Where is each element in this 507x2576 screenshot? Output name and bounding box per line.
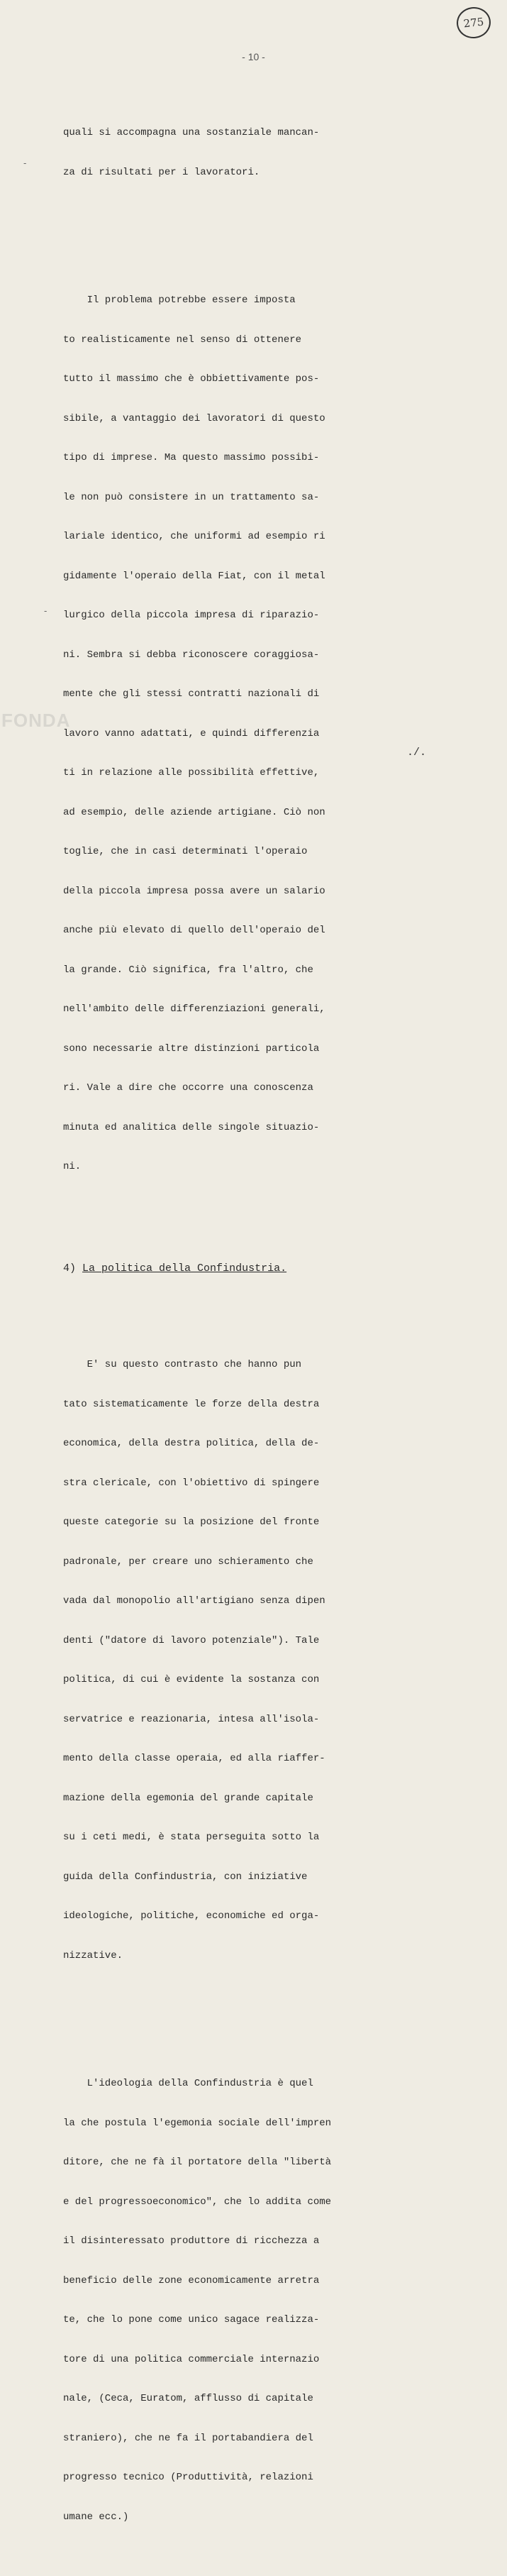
text-line: economica, della destra politica, della de- xyxy=(63,1438,320,1449)
text-line: ideologiche, politiche, economiche ed orga- xyxy=(63,1910,320,1922)
text-line: denti ("datore di lavoro potenziale"). Tale xyxy=(63,1634,320,1646)
text-line: il disinteressato produttore di ricchezza a xyxy=(63,2235,320,2247)
text-line: della piccola impresa possa avere un salario xyxy=(63,885,325,897)
text-line: L'ideologia della Confindustria è quel xyxy=(63,2078,313,2089)
text-line: tipo di imprese. Ma questo massimo possibi- xyxy=(63,452,320,463)
archive-watermark: FONDA xyxy=(1,710,71,731)
text-line: toglie, che in casi determinati l'operaio xyxy=(63,846,308,857)
text-line: la che postula l'egemonia sociale dell'impren xyxy=(63,2117,332,2129)
text-line: la grande. Ciò significa, fra l'altro, che xyxy=(63,964,313,976)
text-line: quali si accompagna una sostanziale mancan- xyxy=(63,127,320,138)
text-line: lariale identico, che uniformi ad esempio ri xyxy=(63,531,325,542)
text-line: nale, (Ceca, Euratom, afflusso di capitale xyxy=(63,2393,313,2404)
typed-text xyxy=(63,74,333,2576)
text-line: politica, di cui è evidente la sostanza con xyxy=(63,1674,320,1685)
text-line: minuta ed analitica delle singole situazio- xyxy=(63,1121,320,1133)
text-line: nizzative. xyxy=(63,1949,123,1961)
text-line: e del progressoeconomico", che lo addita come xyxy=(63,2196,332,2208)
margin-mark: - xyxy=(44,605,48,616)
text-line: queste categorie su la posizione del fronte xyxy=(63,1517,320,1528)
text-line: to realisticamente nel senso di ottenere xyxy=(63,334,302,346)
text-line: guida della Confindustria, con iniziative xyxy=(63,1871,308,1883)
text-line: mento della classe operaia, ed alla riaffer- xyxy=(63,1753,325,1764)
paragraph-1 xyxy=(63,100,333,205)
text-line: straniero), che ne fa il portabandiera del xyxy=(63,2432,313,2444)
page-number: - 10 - xyxy=(242,51,265,62)
text-line: tore di una politica commerciale internazio xyxy=(63,2353,320,2365)
text-line: nell'ambito delle differenziazioni generali, xyxy=(63,1003,325,1015)
text-line: gidamente l'operaio della Fiat, con il metal xyxy=(63,570,325,582)
continuation-mark: ./. xyxy=(407,747,427,759)
text-line: anche più elevato di quello dell'operaio del xyxy=(63,925,325,936)
paragraph-3 xyxy=(63,1332,333,1988)
paragraph-2 xyxy=(63,268,333,1200)
text-line: lavoro vanno adattati, e quindi differenzia xyxy=(63,727,320,739)
text-line: ti in relazione alle possibilità effettive, xyxy=(63,767,320,778)
text-line: za di risultati per i lavoratori. xyxy=(63,166,260,178)
text-line: E' su questo contrasto che hanno pun xyxy=(63,1359,302,1370)
text-line: te, che lo pone come unico sagace realizza- xyxy=(63,2314,320,2325)
text-line: stra clericale, con l'obiettivo di spingere xyxy=(63,1477,320,1489)
section-title: La politica della Confindustria. xyxy=(82,1262,287,1275)
text-line: tato sistematicamente le forze della destra xyxy=(63,1398,320,1410)
text-line: ditore, che ne fà il portatore della "libertà xyxy=(63,2157,332,2168)
text-line: su i ceti medi, è stata perseguita sotto la xyxy=(63,1832,320,1843)
paragraph-4 xyxy=(63,2051,333,2550)
text-line: servatrice e reazionaria, intesa all'isola- xyxy=(63,1713,320,1725)
text-line: padronale, per creare uno schieramento che xyxy=(63,1556,313,1568)
text-line: lurgico della piccola impresa di riparazio- xyxy=(63,610,320,621)
text-line: Il problema potrebbe essere imposta xyxy=(63,295,296,306)
margin-mark: - xyxy=(23,158,27,168)
text-line: le non può consistere in un trattamento sa- xyxy=(63,491,320,503)
section-heading xyxy=(63,1262,333,1276)
text-line: tutto il massimo che è obbiettivamente pos- xyxy=(63,373,320,385)
archive-stamp: 275 xyxy=(455,6,492,40)
text-line: ni. Sembra si debba riconoscere coraggiosa- xyxy=(63,649,320,661)
text-line: sibile, a vantaggio dei lavoratori di questo xyxy=(63,412,325,424)
text-line: umane ecc.) xyxy=(63,2511,129,2523)
text-line: beneficio delle zone economicamente arretra xyxy=(63,2274,320,2286)
text-line: sono necessarie altre distinzioni particola xyxy=(63,1042,320,1055)
text-line: mazione della egemonia del grande capitale xyxy=(63,1792,313,1804)
text-line: progresso tecnico (Produttività, relazioni xyxy=(63,2472,313,2483)
text-line: ri. Vale a dire che occorre una conoscenza xyxy=(63,1082,313,1094)
text-line: ni. xyxy=(63,1161,82,1172)
text-line: vada dal monopolio all'artigiano senza dipen xyxy=(63,1595,325,1607)
text-line: ad esempio, delle aziende artigiane. Ciò non xyxy=(63,806,325,818)
text-line: mente che gli stessi contratti nazionali di xyxy=(63,688,320,700)
section-number: 4) xyxy=(63,1262,77,1275)
